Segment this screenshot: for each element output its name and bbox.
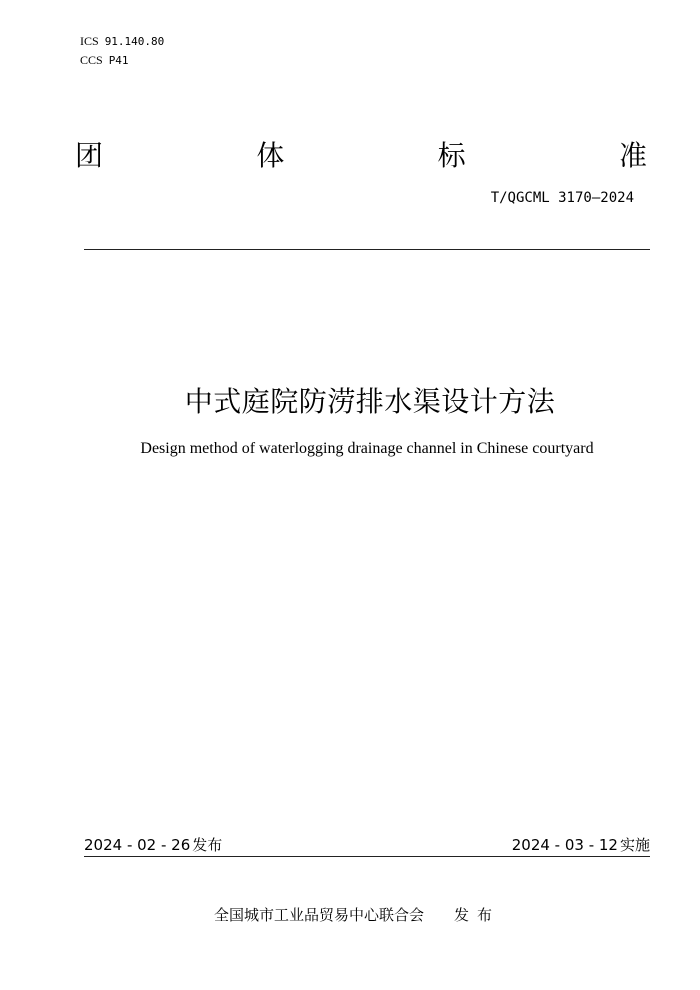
ccs-value: P41	[108, 54, 129, 67]
document-title-english: Design method of waterlogging drainage channel in Chinese courtyard	[140, 440, 594, 457]
standard-type-char: 体	[256, 139, 285, 172]
issue-label: 发布	[192, 836, 223, 854]
bottom-divider	[84, 856, 650, 857]
implement-date-line	[512, 834, 650, 855]
ics-value: 91.140.80	[104, 35, 165, 48]
document-title-chinese: 中式庭院防涝排水渠设计方法	[184, 385, 556, 418]
publisher-action: 发布	[454, 906, 501, 924]
ics-code	[80, 34, 164, 49]
implement-label: 实施	[619, 836, 650, 854]
standard-type-char: 标	[437, 139, 466, 172]
top-divider	[84, 249, 650, 250]
ccs-code	[80, 53, 129, 68]
standard-number: T/QGCML 3170—2024	[490, 190, 634, 206]
standard-type-char: 准	[618, 139, 647, 172]
ics-label: ICS	[80, 34, 99, 48]
implement-date: 2024 - 03 - 12	[511, 836, 618, 854]
issue-date-line	[84, 834, 222, 855]
issue-date: 2024 - 02 - 26	[84, 836, 191, 854]
publisher-line	[0, 904, 700, 925]
ccs-label: CCS	[80, 53, 103, 67]
standard-type-heading	[75, 134, 647, 174]
standard-type-char: 团	[75, 139, 104, 172]
publisher-name: 全国城市工业品贸易中心联合会	[213, 906, 424, 924]
